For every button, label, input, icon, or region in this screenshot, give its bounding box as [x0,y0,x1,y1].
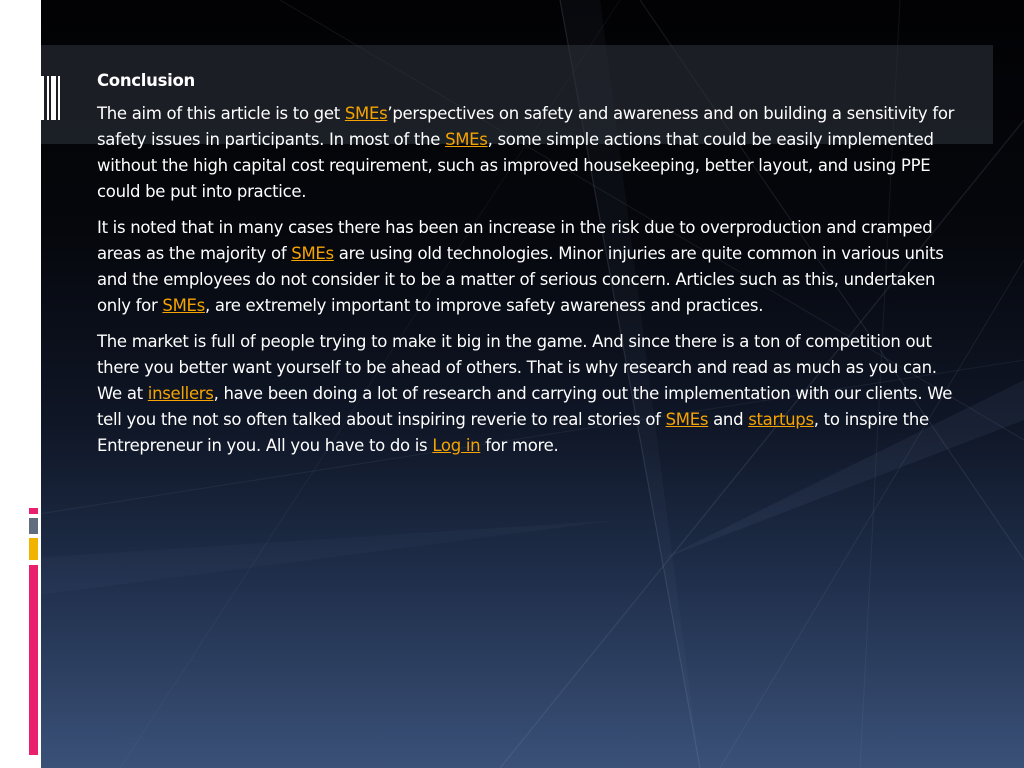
paragraph-text: , have been doing a lot of research and carrying out the implementation with our clients. We tell you the not so often talked about inspiring reverie to real stories of [97,384,953,429]
link-insellers[interactable]: insellers [147,384,214,403]
paragraph-text: , some simple actions that could be easily implemented without the high capital cost requirement, such as improved housekeeping, better layout, and using PPE could be put into practice. [97,130,934,201]
paragraph-1 [97,101,957,205]
barcode-decoration-icon [18,76,60,120]
paragraphs [97,101,957,459]
accent-slate [29,518,38,534]
link-smes[interactable]: SMEs [162,296,205,315]
paragraph-text: ’perspectives on safety and awareness and on building a sensitivity for safety issues in participants. In most of the [97,104,955,149]
accent-gold [29,538,38,560]
paragraph-text: are using old technologies. Minor injuries are quite common in various units and the employees do not consider it to be a matter of serious concern. Articles such as this, undertaken only for [97,244,944,315]
link-smes[interactable]: SMEs [291,244,334,263]
link-startups[interactable]: startups [748,410,814,429]
paragraph-text: , to inspire the Entrepreneur in you. All you have to do is [97,410,929,455]
accent-pink-top [29,508,38,514]
slide-title: Conclusion [97,71,195,90]
paragraph-3 [97,329,957,459]
paragraph-text: The market is full of people trying to make it big in the game. And since there is a ton of competition out there you better want yourself to be ahead of others. That is why research and read as much as you can. We at [97,332,937,403]
paragraph-text: for more. [480,436,559,455]
link-log-in[interactable]: Log in [432,436,481,455]
paragraph-text: The aim of this article is to get [97,104,345,123]
link-smes[interactable]: SMEs [344,104,388,123]
paragraph-text: and [708,410,749,429]
paragraph-text: It is noted that in many cases there has been an increase in the risk due to overproduction and cramped areas as the majority of [97,218,933,263]
color-accent-bars [29,508,39,758]
link-smes[interactable]: SMEs [445,130,488,149]
slide-content [97,68,957,469]
link-smes[interactable]: SMEs [665,410,709,429]
paragraph-2 [97,215,957,319]
accent-pink-long [29,565,38,755]
paragraph-text: , are extremely important to improve safety awareness and practices. [204,296,764,315]
